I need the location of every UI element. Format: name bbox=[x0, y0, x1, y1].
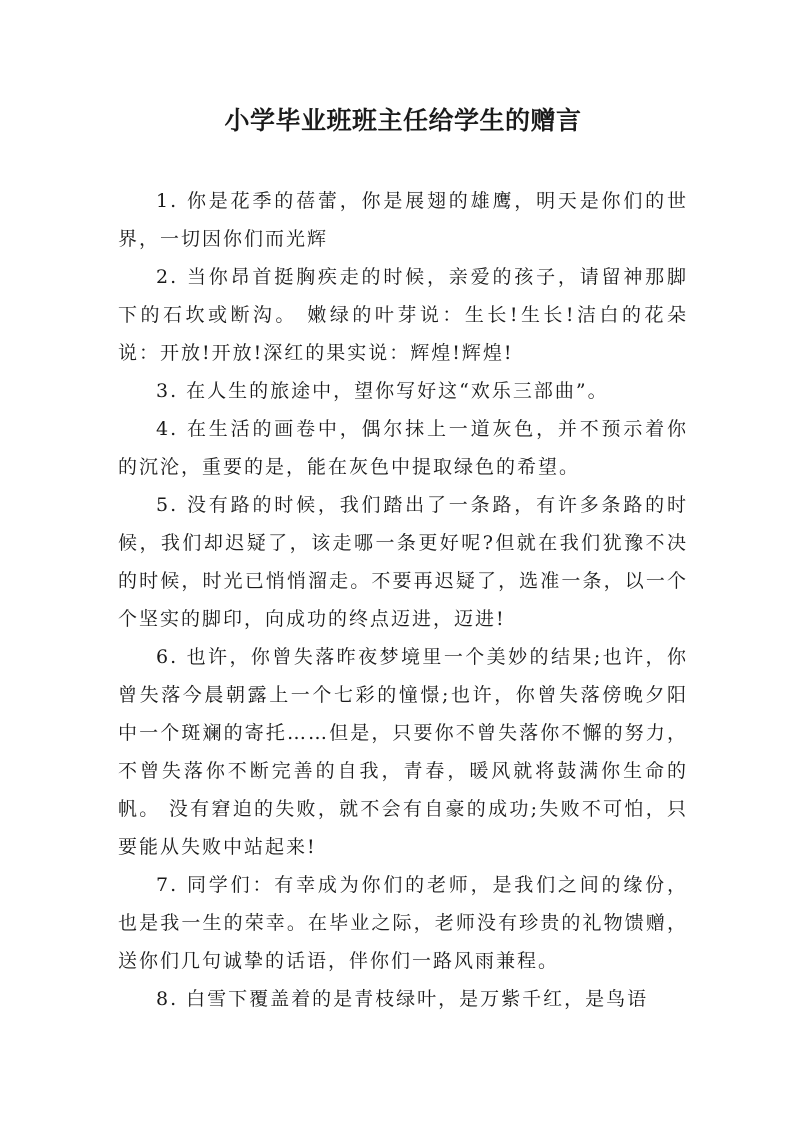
paragraph-1: 1. 你是花季的蓓蕾，你是展翅的雄鹰，明天是你们的世界，一切因你们而光辉 bbox=[118, 190, 688, 250]
document-body bbox=[118, 182, 688, 1018]
paragraph-5: 5. 没有路的时候，我们踏出了一条路，有许多条路的时候，我们却迟疑了，该走哪一条更好呢?但就在我们犹豫不决的时候，时光已悄悄溜走。不要再迟疑了，选准一条，以一个个坚实的脚印，向成功的终点迈进，迈进! bbox=[118, 494, 688, 630]
paragraph-7: 7. 同学们：有幸成为你们的老师，是我们之间的缘份，也是我一生的荣幸。在毕业之际，老师没有珍贵的礼物馈赠，送你们几句诚挚的话语，伴你们一路风雨兼程。 bbox=[118, 874, 688, 972]
paragraph-4: 4. 在生活的画卷中，偶尔抹上一道灰色，并不预示着你的沉沦，重要的是，能在灰色中提取绿色的希望。 bbox=[118, 418, 688, 478]
paragraph-6: 6. 也许，你曾失落昨夜梦境里一个美妙的结果;也许，你曾失落今晨朝露上一个七彩的憧憬;也许，你曾失落傍晚夕阳中一个斑斓的寄托……但是，只要你不曾失落你不懈的努力，不曾失落你不断完善的自我，青春，暖风就将鼓满你生命的帆。 没有窘迫的失败，就不会有自豪的成功;失败不可怕，只要能从失败中站起来! bbox=[118, 646, 688, 858]
paragraph-3: 3. 在人生的旅途中，望你写好这“欢乐三部曲”。 bbox=[156, 380, 609, 402]
document-title: 小学毕业班班主任给学生的赠言 bbox=[224, 106, 582, 135]
paragraph-8: 8. 白雪下覆盖着的是青枝绿叶，是万紫千红，是鸟语 bbox=[156, 988, 649, 1010]
paragraph-2: 2. 当你昂首挺胸疾走的时候，亲爱的孩子，请留神那脚下的石坎或断沟。 嫩绿的叶芽说：生长!生长!洁白的花朵说：开放!开放!深红的果实说：辉煌!辉煌! bbox=[118, 266, 688, 364]
